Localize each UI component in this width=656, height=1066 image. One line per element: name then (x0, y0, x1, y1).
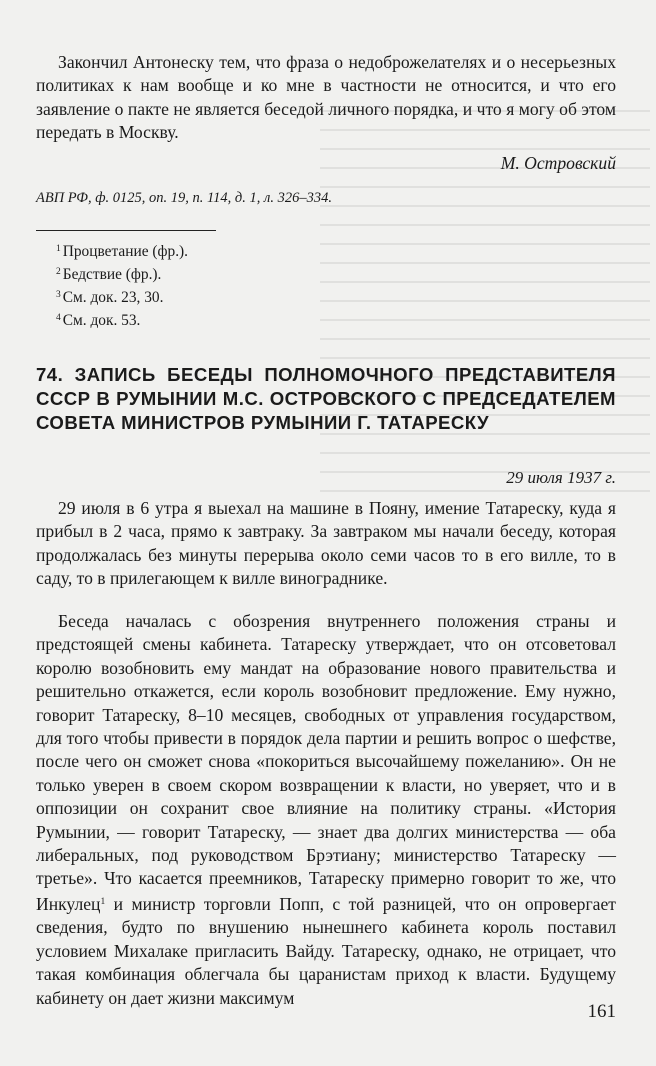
footnote-reference: 1 (100, 896, 106, 907)
document-heading: 74. ЗАПИСЬ БЕСЕДЫ ПОЛНОМОЧНОГО ПРЕДСТАВИТЕЛЯ СССР В РУМЫНИИ М.С. ОСТРОВСКОГО С ПРЕДСЕДАТЕЛЕМ СОВЕТА МИНИСТРОВ РУМЫНИИ Г. ТАТАРЕСКУ (36, 364, 616, 433)
footnote-item: $^2$ Бедствие (фр.). (56, 266, 162, 283)
page-number: 161 (587, 1001, 616, 1022)
archive-reference: АВП РФ, ф. 0125, оп. 19, п. 114, д. 1, л. 326–334. (36, 190, 332, 206)
footnote-item: $^3$ См. док. 23, 30. (56, 289, 164, 306)
footnote-divider (36, 230, 216, 231)
document-date: 29 июля 1937 г. (506, 468, 616, 487)
opening-paragraph: Закончил Антонеску тем, что фраза о недоброжелателях и о несерьезных политиках к нам вообще и ко мне в частности не относится, и что его заявление о пакте не является беседой личного порядка, и что я могу об этом передать в Москву. (36, 52, 616, 143)
body-paragraph-3: Беседа началась с обозрения внутреннего положения страны и предстоящей смены кабинета. Татареску утверждает, что он отсоветовал королю возобновить ему мандат на образование нового правительства и решительно откажется, если король возобновит предложение. Ему нужно, говорит Татареску, 8–10 месяцев, свободных от управления государством, для того чтобы привести в порядок дела партии и решить вопрос о шефстве, после чего он сможет снова «покориться высочайшему пожеланию». Он не только уверен в своем скором возвращении к власти, но уверяет, что и в оппозиции он сохранит свое влияние на политику страны. «История Румынии, — говорит Татареску, — знает два долгих министерства — оба либеральных, под руководством Брэтиану; министерство Татареску — третье». Что касается преемников, Татареску примерно говорит то же, что Инкулец$^1$ и министр торговли Попп, с той разницей, что он опровергает сведения, будто по внушению нынешнего кабинета король поставил условием Михалаке пригласить Вайду. Татареску, однако, не отрицает, что такая комбинация облегчала бы царанистам приход к власти. Будущему кабинету он дает жизни максимум (36, 611, 616, 1008)
footnote-item: $^4$ См. док. 53. (56, 312, 141, 329)
footnote-item: $^1$ Процветание (фр.). (56, 243, 189, 260)
footnotes (56, 239, 188, 331)
signature: М. Островский (500, 153, 616, 173)
body-paragraph-2: 29 июля в 6 утра я выехал на машине в Пояну, имение Татареску, куда я прибыл в 2 часа, прямо к завтраку. За завтраком мы начали беседу, которая продолжалась без минуты перерыва около семи часов то в его вилле, то в саду, то в прилегающем к вилле винограднике. (36, 498, 616, 589)
